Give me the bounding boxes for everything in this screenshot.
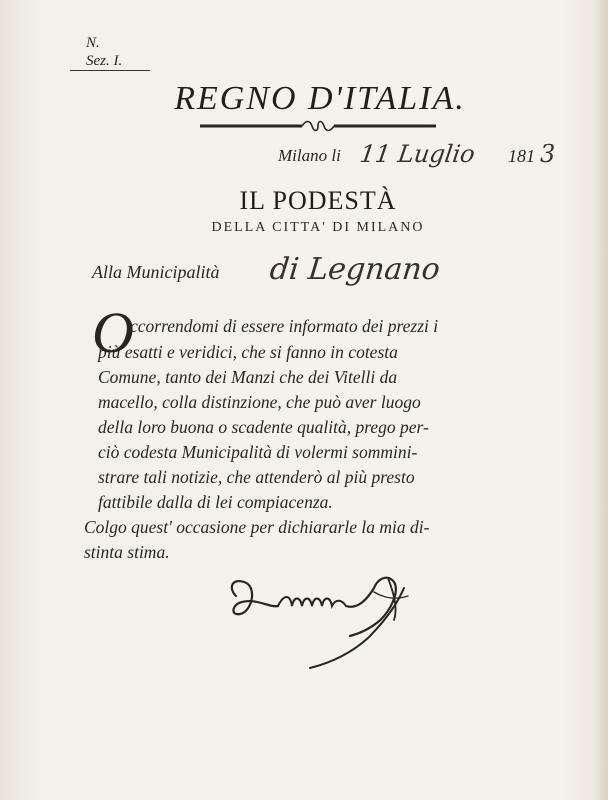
authority-subtitle: DELLA CITTA' DI MILANO <box>211 220 425 235</box>
printed-year: 181 <box>508 146 535 166</box>
letter-line: ciò codesta Municipalità di volermi sommini- <box>98 442 418 462</box>
place-label: Milano li <box>278 146 341 165</box>
letter-line: stinta stima. <box>84 542 170 562</box>
handwritten-recipient: di Legnano <box>268 252 442 287</box>
addressee-label: Alla Municipalità <box>92 262 220 282</box>
protocol-number-block <box>86 34 156 70</box>
number-label: N. <box>86 35 100 51</box>
letter-line: macello, colla distinzione, che può aver luogo <box>98 392 421 412</box>
kingdom-heading: REGNO D'ITALIA. <box>174 80 466 117</box>
authority-title: IL PODESTÀ <box>239 186 397 215</box>
section-label: Sez. I. <box>86 53 123 69</box>
letter-line: più esatti e veridici, che si fanno in cotesta <box>98 342 398 362</box>
handwritten-year-digit: 3 <box>540 140 556 168</box>
handwritten-date: 11 Luglio <box>358 140 477 168</box>
letter-line: fattibile dalla di lei compiacenza. <box>98 492 333 512</box>
protocol-rule <box>70 70 150 71</box>
letter-line: strare tali notizie, che attenderò al più presto <box>98 467 415 487</box>
letter-line: della loro buona o scadente qualità, prego per- <box>98 417 429 437</box>
letter-line: ccorrendomi di essere informato dei prezzi i <box>130 316 439 336</box>
letter-line: Colgo quest' occasione per dichiararle la mia di- <box>84 517 430 537</box>
drop-cap: O <box>92 300 134 365</box>
signature-image <box>218 548 438 678</box>
ornament-divider <box>198 118 438 134</box>
letter-line: Comune, tanto dei Manzi che dei Vitelli da <box>98 367 398 387</box>
